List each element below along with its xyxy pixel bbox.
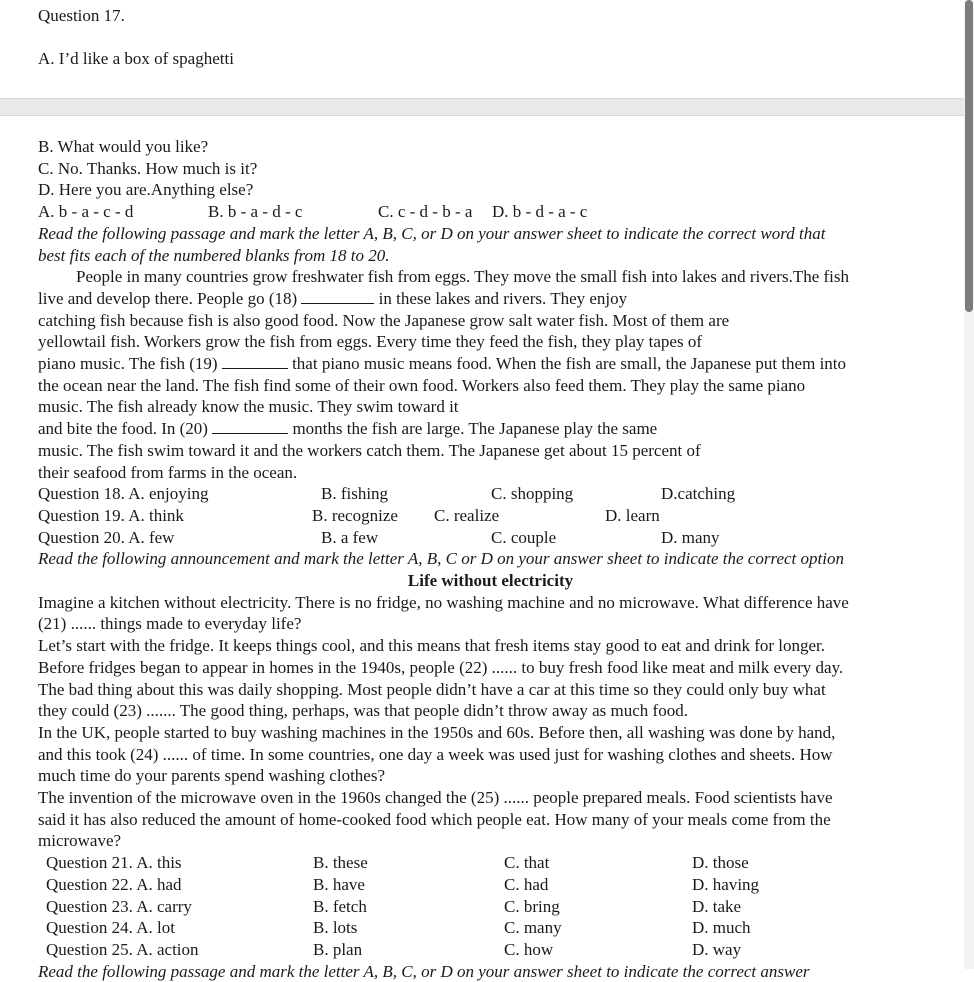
question-row: Question 19. A. think B. recognize C. realize D. learn xyxy=(38,505,660,525)
passage-line: Imagine a kitchen without electricity. There is no fridge, no washing machine and no microwave. What difference have xyxy=(38,592,849,612)
question-row: Question 24. A. lot B. lots C. many D. much xyxy=(46,918,751,938)
passage-line: The invention of the microwave oven in the 1960s changed the (25) ...... people prepared meals. Food scientists have xyxy=(38,788,833,808)
dialogue-line: D. Here you are.Anything else? xyxy=(38,180,254,200)
passage-title: Life without electricity xyxy=(407,571,574,590)
blank-20 xyxy=(212,419,288,434)
question-row: Question 21. A. this B. these C. that D. those xyxy=(46,853,749,873)
question-row: Question 18. A. enjoying B. fishing C. shopping D.catching xyxy=(38,484,736,504)
passage-line: their seafood from farms in the ocean. xyxy=(38,462,298,482)
question-row: Question 22. A. had B. have C. had D. having xyxy=(46,874,760,894)
passage-line: yellowtail fish. Workers grow the fish from eggs. Every time they feed the fish, they play tapes of xyxy=(38,332,702,352)
passage-line: In the UK, people started to buy washing machines in the 1950s and 60s. Before then, all washing was done by hand, xyxy=(38,722,836,742)
blank-19 xyxy=(222,354,288,369)
passage-line: said it has also reduced the amount of home-cooked food which people eat. How many of your meals come from the xyxy=(38,809,831,829)
question-label: Question 17. xyxy=(38,6,125,25)
question-row: Question 23. A. carry B. fetch C. bring D. take xyxy=(46,896,742,916)
passage-line: People in many countries grow freshwater fish from eggs. They move the small fish into lakes and rivers.The fish xyxy=(76,267,850,287)
blank-18 xyxy=(301,289,374,304)
instruction: Read the following passage and mark the letter A, B, C, or D on your answer sheet to indicate the correct word that xyxy=(38,223,826,243)
question-row: Question 20. A. few B. a few C. couple D. many xyxy=(38,527,720,547)
question-card xyxy=(0,0,964,98)
scrollbar[interactable] xyxy=(964,0,974,969)
order-option-b: B. b - a - d - c xyxy=(208,202,303,222)
document-body xyxy=(38,136,943,961)
passage-line: and bite the food. In (20) months the fish are large. The Japanese play the same xyxy=(38,419,658,439)
dialogue-line: C. No. Thanks. How much is it? xyxy=(38,158,258,178)
order-option-a: A. b - a - c - d xyxy=(38,202,134,222)
passage-line: (21) ...... things made to everyday life? xyxy=(38,614,302,634)
question-row: Question 25. A. action B. plan C. how D. way xyxy=(46,939,742,959)
passage-line: piano music. The fish (19) that piano music means food. When the fish are small, the Japanese put them into xyxy=(38,354,847,374)
passage-line: and this took (24) ...... of time. In some countries, one day a week was used just for washing clothes and sheets. How xyxy=(38,744,833,764)
order-options xyxy=(38,201,943,223)
section-divider xyxy=(0,98,964,116)
passage-line: live and develop there. People go (18) in these lakes and rivers. They enjoy xyxy=(38,288,628,308)
passage-line: microwave? xyxy=(38,831,122,851)
order-option-c: C. c - d - b - a xyxy=(378,202,473,222)
option-a: A. I’d like a box of spaghetti xyxy=(38,49,234,68)
instruction: Read the following announcement and mark the letter A, B, C or D on your answer sheet to indicate the correct option xyxy=(38,549,844,569)
passage-line: music. The fish already know the music. They swim toward it xyxy=(38,397,459,417)
scrollbar-thumb[interactable] xyxy=(965,0,973,312)
passage-line: they could (23) ....... The good thing, perhaps, was that people didn’t throw away as much food. xyxy=(38,701,688,721)
instruction: best fits each of the numbered blanks from 18 to 20. xyxy=(38,245,390,265)
passage-line: much time do your parents spend washing clothes? xyxy=(38,766,386,786)
passage-line: Let’s start with the fridge. It keeps things cool, and this means that fresh items stay good to eat and drink for longer. xyxy=(38,636,826,656)
order-option-d: D. b - d - a - c xyxy=(492,202,588,222)
passage-line: music. The fish swim toward it and the workers catch them. The Japanese get about 15 percent of xyxy=(38,440,701,460)
dialogue-line: B. What would you like? xyxy=(38,137,209,156)
passage-line: The bad thing about this was daily shopping. Most people didn’t have a car at this time so they could only buy what xyxy=(38,679,826,699)
passage-line: Before fridges began to appear in homes in the 1940s, people (22) ...... to buy fresh food like meat and milk every day. xyxy=(38,657,844,677)
cut-off-instruction: Read the following passage and mark the letter A, B, C, or D on your answer sheet to indicate the correct answer xyxy=(38,962,810,981)
passage-line: the ocean near the land. The fish find some of their own food. Workers also feed them. They play the same piano xyxy=(38,375,806,395)
passage-line: catching fish because fish is also good food. Now the Japanese grow salt water fish. Most of them are xyxy=(38,310,730,330)
